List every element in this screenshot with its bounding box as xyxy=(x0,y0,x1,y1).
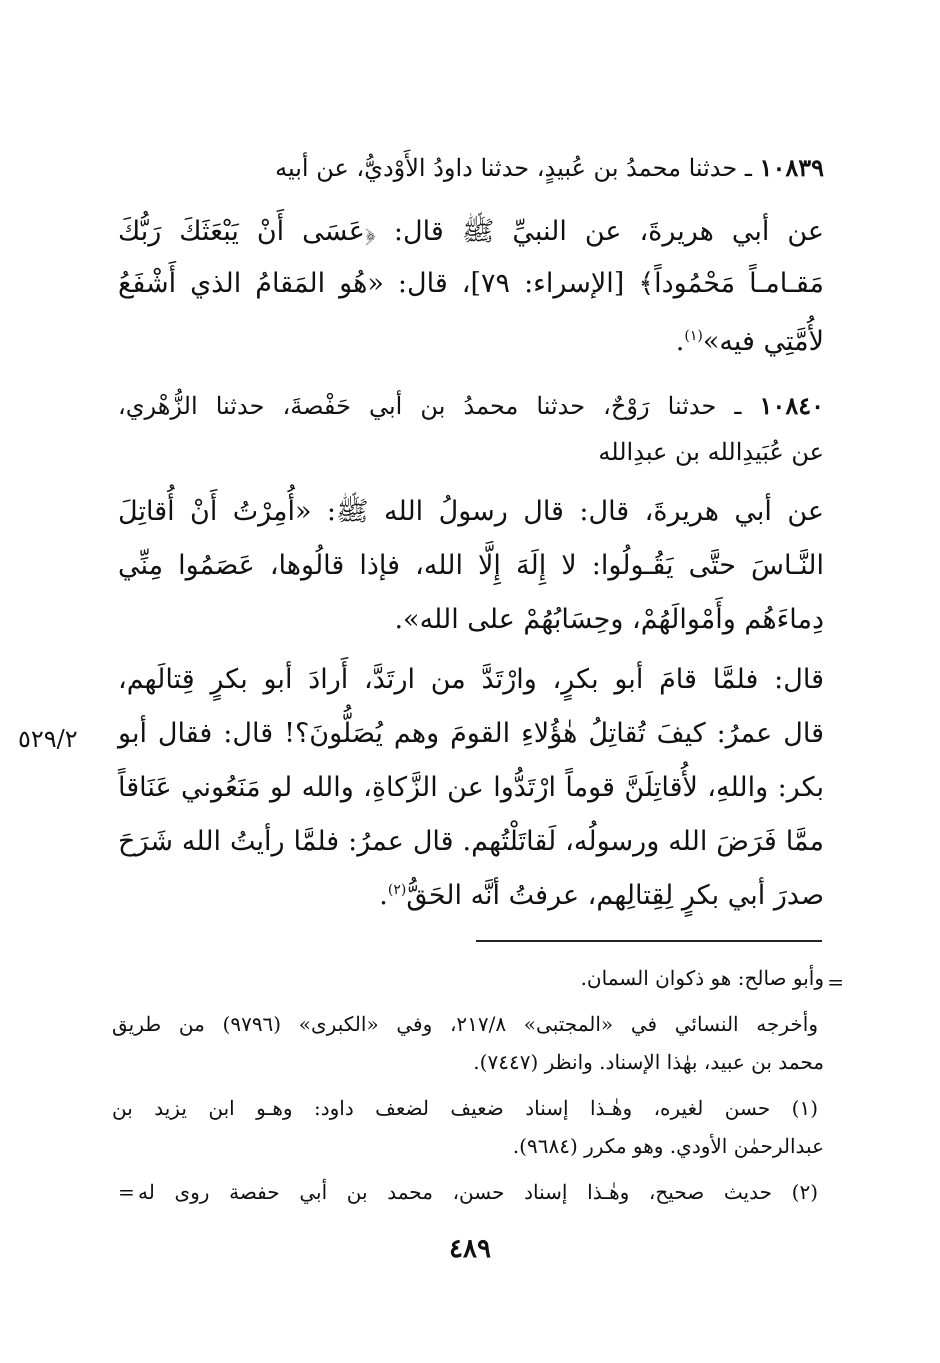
margin-reference: ٥٢٩/٢ xyxy=(18,725,78,753)
period: . xyxy=(675,326,685,357)
hadith-10840-line-3: دِماءَهُم وأَمْوالَهُمْ، وحِسَابُهُمْ على الله». xyxy=(394,604,824,635)
hadith-10839-line-1: عن أبي هريرةَ، عن النبيِّ ﷺ قال: ﴿عَسَى أَنْ يَبْعَثَكَ رَبُّكَ xyxy=(118,216,824,247)
continuation-mark: = xyxy=(827,970,844,994)
footnote-takhrij-line-2: محمد بن عبيد، بهٰذا الإسناد. وانظر (٧٤٤٧). xyxy=(473,1050,824,1074)
hadith-10840-line-5: قال عمرُ: كيفَ تُقاتِلُ هٰؤُلاءِ القومَ وهم يُصَلُّونَ؟! قال: فقال أبو xyxy=(118,718,824,749)
footnote-ref-1[interactable]: (١) xyxy=(684,328,703,344)
continues-mark: = xyxy=(118,1180,135,1204)
hadith-10840-chain-2: عن عُبَيدِالله بن عبدِالله xyxy=(598,438,824,466)
footnote-takhrij-line-1: وأخرجه النسائي في «المجتبى» ٢١٧/٨، وفي «الكبرى» (٩٧٩٦) من طريق xyxy=(112,1012,818,1036)
hadith-10840-chain-1 xyxy=(118,386,824,426)
hadith-10840-line-7: ممَّا فَرَضَ الله ورسولُه، لَقاتَلْتُهم. قال عمرُ: فلمَّا رأيتُ الله شَرَحَ xyxy=(118,826,824,857)
footnote-1-line-2: عبدالرحمٰن الأودي. وهو مكرر (٩٦٨٤). xyxy=(512,1134,824,1158)
period: . xyxy=(379,880,388,911)
hadith-10839-chain xyxy=(118,148,824,188)
hadith-10840-line-2: النَّـاسَ حتَّى يَقُـولُوا: لا إِلَهَ إِلَّا الله، فإذا قالُوها، عَصَمُوا مِنِّي xyxy=(118,550,824,581)
hadith-10840-line-1: عن أبي هريرةَ، قال: قال رسولُ الله ﷺ: «أُمِرْتُ أَنْ أُقاتِلَ xyxy=(118,496,824,527)
hadith-10840-line-4: قال: فلمَّا قامَ أبو بكرٍ، وارْتَدَّ من ارتَدَّ، أَرادَ أبو بكرٍ قِتالَهم، xyxy=(118,664,824,695)
matn-text: لأُمَّتِي فيه» xyxy=(702,326,824,357)
hadith-10840-line-8 xyxy=(118,876,824,916)
matn-text: صدرَ أبي بكرٍ لِقِتالِهم، عرفتُ أنَّه الحَقُّ xyxy=(406,880,824,911)
hadith-10840-line-6: بكر: واللهِ، لأُقاتِلَنَّ قوماً ارْتَدُّوا عن الزَّكاةِ، والله لو مَنَعُوني عَنَاقاً xyxy=(118,772,824,803)
hadith-10839-line-2: مَقـامـاً مَحْمُوداً﴾ [الإسراء: ٧٩]، قال: «هُو المَقامُ الذي أَشْفَعُ xyxy=(118,268,824,299)
main-text xyxy=(118,0,824,940)
footnote-2-line-1 xyxy=(138,1176,818,1208)
chain-text: ـ حدثنا محمدُ بن عُبيدٍ، حدثنا داودُ الأَوْديُّ، عن أبيه xyxy=(275,154,752,182)
hadith-10839-line-3 xyxy=(118,322,824,362)
page-number: ٤٨٩ xyxy=(449,1234,491,1264)
hadith-number: ١٠٨٣٩ xyxy=(759,153,824,182)
hadith-number: ١٠٨٤٠ xyxy=(759,391,824,420)
footnote-divider xyxy=(476,940,822,942)
footnote-2-text: (٢) حديث صحيح، وهٰـذا إسناد حسن، محمد بن أبي حفصة روى له xyxy=(138,1180,818,1204)
chain-text: ـ حدثنا رَوْحٌ، حدثنا محمدُ بن أبي حَفْصةَ، حدثنا الزُّهْري، xyxy=(118,392,742,420)
footnote-ref-2[interactable]: (٢) xyxy=(387,882,407,898)
footnote-continued-line: وأبو صالح: هو ذكوان السمان. xyxy=(580,966,824,990)
footnote-1-line-1: (١) حسن لغيره، وهٰـذا إسناد ضعيف لضعف داود: وهـو ابن يزيد بن xyxy=(112,1096,818,1120)
